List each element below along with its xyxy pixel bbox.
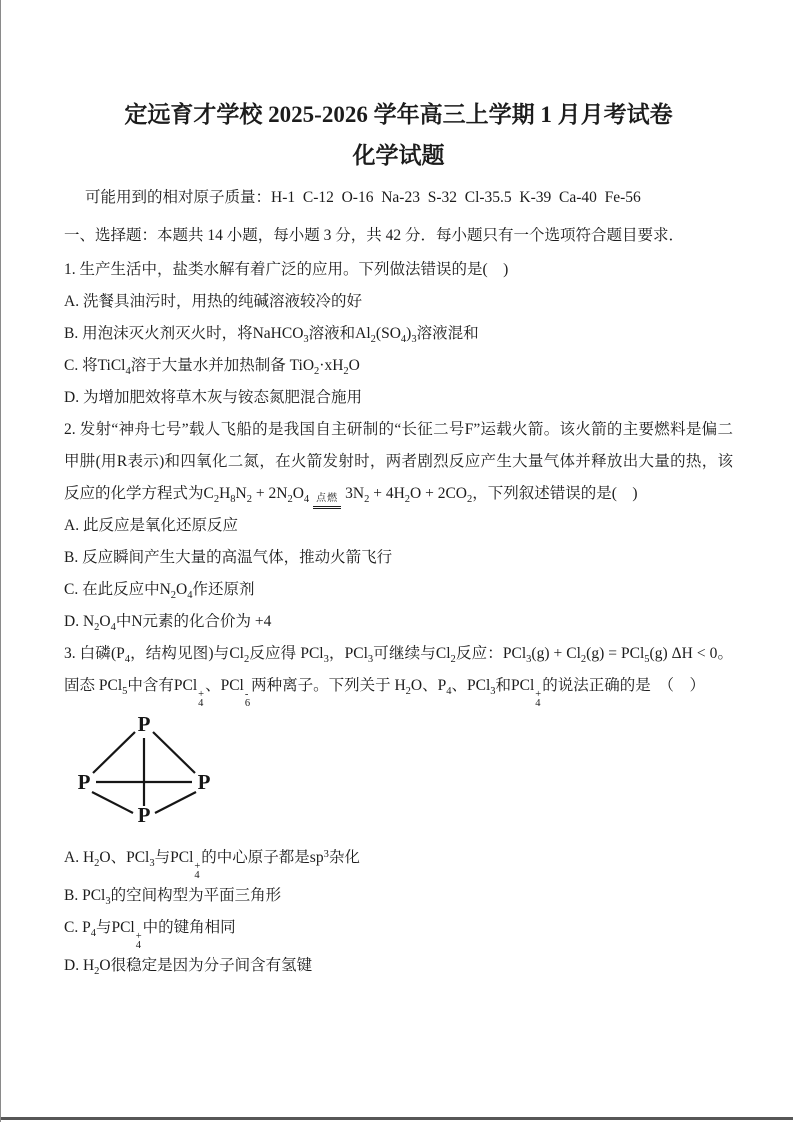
p-atom-bottom: P [137,803,151,827]
p4-structure-diagram [74,710,733,832]
question-1-option-c: C. 将TiCl$_4$溶于大量水并加热制备 $TiO_2\cdot xH_2O$ [64,357,360,377]
question-3-option-b: B. PCl$_3$的空间构型为平面三角形 [64,887,282,907]
question-3-option-c: C. $P_4$与PCl + 4 中的键角相同 [64,919,236,951]
question-2-option-a: A. 此反应是氧化还原反应 [64,517,238,534]
page-bottom-edge [1,1117,793,1120]
p-atom-left: P [77,770,91,794]
p4-bond-top-right [153,732,195,773]
question-2-stem: 2. 发射“神舟七号”载人飞船的是我国自主研制的“长征二号F”运载火箭。该火箭的主要燃料是偏二甲肼(用R表示)和四氧化二氮，在火箭发射时，两者剧烈反应产生大量气体并释放出大量的热，该反应的化学方程式为$C_2H_8N_2 + 2N_2O_4$ 点燃 $3N_2 + 4H_2O + 2CO_2$，下列叙述错误的是( ) [64,414,733,510]
question-3-option-a: A. $H_2O$、PCl$_3$与PCl + 4 的中心原子都是$sp^3$杂化 [64,849,360,881]
question-1-option-d: D. 为增加肥效将草木灰与铵态氮肥混合施用 [64,389,362,406]
p4-bond-left-bottom [92,792,133,813]
question-3-option-d: D. $H_2O$很稳定是因为分子间含有氢键 [64,957,313,977]
exam-content [1,100,793,982]
p4-tetrahedron-svg [74,710,224,832]
exam-title: 定远育才学校 2025-2026 学年高三上学期 1 月月考试卷 [124,102,673,127]
question-2-option-d: D. $N_2O_4$中N元素的化合价为 +4 [64,613,272,633]
p-atom-top: P [137,712,151,736]
p4-bond-right-bottom [155,792,196,813]
exam-subtitle: 化学试题 [352,143,445,168]
question-1-option-a: A. 洗餐具油污时，用热的纯碱溶液较冷的好 [64,293,362,310]
question-3-stem: 3. 白磷($P_4$，结构见图)与$Cl_2$反应得 PCl$_3$，PCl$_3$可继续与$Cl_2$反应：$PCl_3(g) + Cl_2(g) = PCl_5(g) \Delta H < 0$。固态 PCl$_5$中含有PCl + 4 、PCl - 6 两种离子。下列关于 $H_2O$、$P_4$、PCl$_3$和PCl + 4 的说法正确的是 （ ） [64,645,733,709]
p4-bonds [92,732,196,813]
question-1-stem: 1. 生产生活中，盐类水解有着广泛的应用。下列做法错误的是( ) [64,261,509,278]
atomic-masses-note: 可能用到的相对原子质量：H-1 C-12 O-16 Na-23 S-32 Cl-35.5 K-39 Ca-40 Fe-56 [85,189,641,206]
p-atom-right: P [197,770,211,794]
question-2-option-b: B. 反应瞬间产生大量的高温气体，推动火箭飞行 [64,549,393,566]
question-2-option-c: C. 在此反应中$N_2O_4$作还原剂 [64,581,255,601]
question-1-option-b: B. 用泡沫灭火剂灭火时，将NaHCO$_3$溶液和$Al_2(SO_4)_3$溶液混和 [64,325,479,345]
p4-bond-top-left [93,732,135,773]
section-1-header: 一、选择题：本题共 14 小题，每小题 3 分，共 42 分．每小题只有一个选项符合题目要求． [64,227,685,244]
